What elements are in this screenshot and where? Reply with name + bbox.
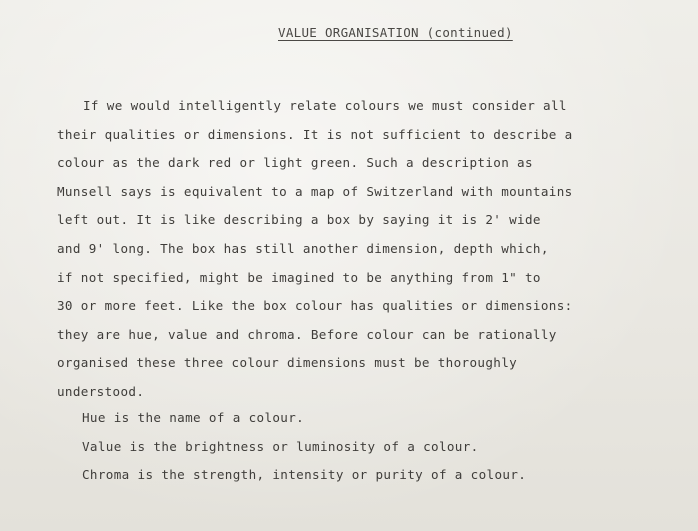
paragraph-line: understood. — [57, 383, 145, 399]
paragraph-line: they are hue, value and chroma. Before colour can be rationally — [57, 326, 557, 342]
paragraph-line: if not specified, might be imagined to be anything from 1" to — [57, 269, 541, 285]
body-paragraph — [57, 96, 687, 411]
paragraph-line: 30 or more feet. Like the box colour has qualities or dimensions: — [57, 298, 573, 314]
paragraph-line: Munsell says is equivalent to a map of Switzerland with mountains — [57, 183, 573, 199]
paragraph-line: colour as the dark red or light green. Such a description as — [57, 155, 533, 171]
definition-chroma: Chroma is the strength, intensity or purity of a colour. — [82, 467, 527, 483]
paragraph-line: their qualities or dimensions. It is not sufficient to describe a — [57, 126, 573, 142]
page-title: VALUE ORGANISATION (continued) — [278, 25, 513, 40]
definition-value: Value is the brightness or luminosity of a colour. — [82, 438, 479, 454]
paragraph-line: left out. It is like describing a box by saying it is 2' wide — [57, 212, 541, 228]
definitions-list — [82, 408, 526, 494]
paragraph-line: and 9' long. The box has still another dimension, depth which, — [57, 240, 549, 256]
paragraph-line: organised these three colour dimensions must be thoroughly — [57, 355, 518, 371]
definition-hue: Hue is the name of a colour. — [82, 410, 305, 425]
paragraph-line: If we would intelligently relate colours we must consider all — [83, 98, 567, 113]
